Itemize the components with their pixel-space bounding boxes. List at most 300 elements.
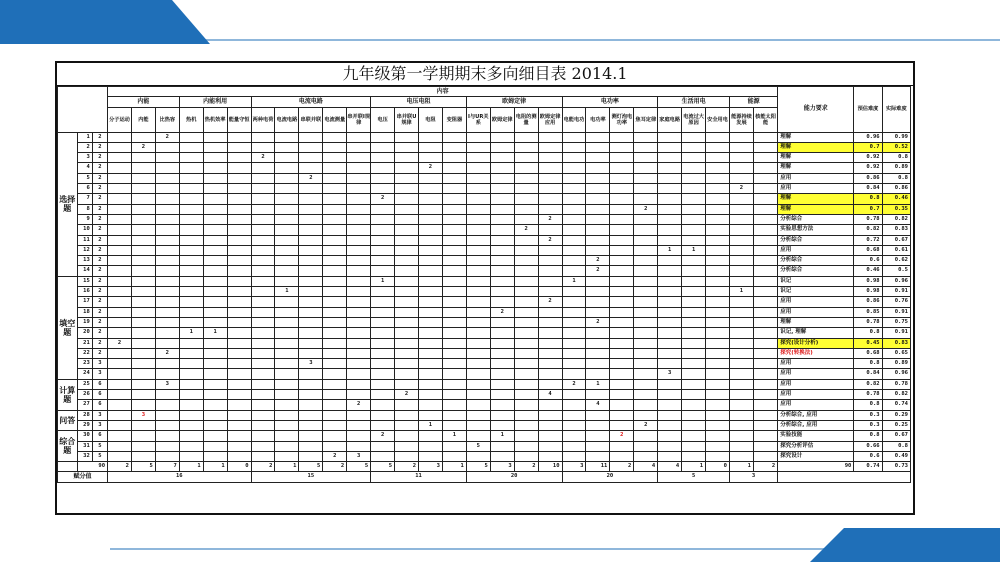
score-cell bbox=[155, 297, 179, 307]
score-cell bbox=[347, 307, 371, 317]
score-cell bbox=[514, 379, 538, 389]
score-cell bbox=[323, 184, 347, 194]
score-cell bbox=[490, 359, 514, 369]
actual-difficulty: 0.96 bbox=[882, 276, 910, 286]
score-cell bbox=[203, 235, 227, 245]
score-cell bbox=[251, 338, 275, 348]
score-cell bbox=[586, 184, 610, 194]
score-cell bbox=[586, 235, 610, 245]
score-cell bbox=[490, 163, 514, 173]
score-cell bbox=[514, 451, 538, 461]
score-cell bbox=[108, 204, 132, 214]
score-cell bbox=[490, 348, 514, 358]
score-cell bbox=[275, 245, 299, 255]
score-cell bbox=[514, 297, 538, 307]
score-cell bbox=[347, 132, 371, 142]
score-cell bbox=[299, 142, 323, 152]
score-cell bbox=[586, 348, 610, 358]
column-total: 2 bbox=[323, 462, 347, 472]
score-cell bbox=[706, 204, 730, 214]
score-cell bbox=[179, 297, 203, 307]
score-cell bbox=[155, 256, 179, 266]
score-cell bbox=[562, 390, 586, 400]
question-points: 2 bbox=[92, 338, 107, 348]
ability-requirement: 应用 bbox=[778, 390, 854, 400]
table-row bbox=[58, 420, 911, 430]
score-cell bbox=[634, 400, 658, 410]
score-cell bbox=[395, 266, 419, 276]
score-cell bbox=[275, 451, 299, 461]
score-cell bbox=[371, 441, 395, 451]
score-cell bbox=[562, 431, 586, 441]
column-total: 3 bbox=[562, 462, 586, 472]
score-cell bbox=[466, 307, 490, 317]
score-cell bbox=[442, 328, 466, 338]
score-cell bbox=[179, 245, 203, 255]
score-cell bbox=[729, 400, 753, 410]
score-cell bbox=[395, 256, 419, 266]
score-cell bbox=[562, 132, 586, 142]
question-number: 14 bbox=[77, 266, 92, 276]
actual-difficulty: 0.86 bbox=[882, 184, 910, 194]
subcolumn-header: I与UR关系 bbox=[466, 107, 490, 132]
score-cell bbox=[299, 163, 323, 173]
score-cell bbox=[538, 142, 562, 152]
score-cell bbox=[514, 214, 538, 224]
score-cell bbox=[682, 256, 706, 266]
distribution-value: 5 bbox=[658, 472, 730, 482]
score-cell bbox=[371, 400, 395, 410]
total-points: 90 bbox=[77, 462, 107, 472]
score-cell bbox=[562, 163, 586, 173]
score-cell bbox=[299, 348, 323, 358]
table-row bbox=[58, 173, 911, 183]
score-cell bbox=[371, 338, 395, 348]
score-cell bbox=[610, 214, 634, 224]
score-cell bbox=[658, 266, 682, 276]
score-cell bbox=[275, 379, 299, 389]
score-cell bbox=[562, 235, 586, 245]
question-points: 2 bbox=[92, 184, 107, 194]
score-cell bbox=[347, 214, 371, 224]
score-cell bbox=[490, 379, 514, 389]
score-cell bbox=[155, 235, 179, 245]
score-cell bbox=[347, 276, 371, 286]
score-cell bbox=[395, 307, 419, 317]
score-cell bbox=[538, 328, 562, 338]
ability-requirement: 分析综合 bbox=[778, 214, 854, 224]
score-cell bbox=[251, 317, 275, 327]
score-cell bbox=[227, 379, 251, 389]
question-points: 2 bbox=[92, 307, 107, 317]
score-cell bbox=[490, 390, 514, 400]
category-header: 内能利用 bbox=[179, 97, 251, 107]
score-cell bbox=[634, 451, 658, 461]
score-cell bbox=[490, 328, 514, 338]
score-cell bbox=[466, 390, 490, 400]
score-cell bbox=[490, 153, 514, 163]
ability-requirement: 探究(设计分析) bbox=[778, 338, 854, 348]
score-cell bbox=[203, 276, 227, 286]
score-cell bbox=[610, 142, 634, 152]
score-cell bbox=[275, 317, 299, 327]
score-cell bbox=[275, 390, 299, 400]
score-cell bbox=[753, 214, 777, 224]
question-number: 6 bbox=[77, 184, 92, 194]
score-cell bbox=[395, 163, 419, 173]
score-cell bbox=[634, 153, 658, 163]
score-cell bbox=[610, 441, 634, 451]
ability-requirement: 理解 bbox=[778, 142, 854, 152]
score-cell bbox=[251, 194, 275, 204]
score-cell bbox=[586, 214, 610, 224]
score-cell bbox=[610, 379, 634, 389]
score-cell bbox=[203, 266, 227, 276]
question-number: 27 bbox=[77, 400, 92, 410]
actual-difficulty: 0.75 bbox=[882, 317, 910, 327]
score-cell bbox=[179, 276, 203, 286]
score-cell: 1 bbox=[490, 431, 514, 441]
score-cell bbox=[227, 235, 251, 245]
score-cell bbox=[299, 276, 323, 286]
spec-table bbox=[57, 86, 911, 483]
score-cell bbox=[203, 245, 227, 255]
score-cell bbox=[682, 235, 706, 245]
score-cell bbox=[466, 266, 490, 276]
score-cell bbox=[562, 297, 586, 307]
header-row-content bbox=[58, 87, 911, 97]
score-cell bbox=[753, 317, 777, 327]
actual-difficulty: 0.78 bbox=[882, 379, 910, 389]
score-cell bbox=[275, 225, 299, 235]
score-cell bbox=[538, 266, 562, 276]
score-cell bbox=[371, 256, 395, 266]
score-cell bbox=[108, 317, 132, 327]
question-points: 3 bbox=[92, 359, 107, 369]
score-cell bbox=[155, 184, 179, 194]
score-cell bbox=[108, 287, 132, 297]
subcolumn-header: 电流电路 bbox=[275, 107, 299, 132]
score-cell bbox=[395, 194, 419, 204]
actual-difficulty: 0.74 bbox=[882, 400, 910, 410]
table-row bbox=[58, 348, 911, 358]
score-cell bbox=[419, 441, 443, 451]
score-cell bbox=[227, 441, 251, 451]
score-cell bbox=[706, 163, 730, 173]
score-cell bbox=[586, 390, 610, 400]
predicted-difficulty: 0.84 bbox=[854, 369, 882, 379]
actual-difficulty: 0.5 bbox=[882, 266, 910, 276]
score-cell bbox=[371, 359, 395, 369]
score-cell bbox=[275, 338, 299, 348]
score-cell bbox=[395, 235, 419, 245]
score-cell bbox=[395, 287, 419, 297]
score-cell bbox=[514, 142, 538, 152]
score-cell bbox=[323, 276, 347, 286]
score-cell bbox=[586, 369, 610, 379]
score-cell bbox=[131, 214, 155, 224]
score-cell bbox=[706, 245, 730, 255]
score-cell bbox=[395, 204, 419, 214]
score-cell bbox=[706, 276, 730, 286]
predicted-difficulty: 0.85 bbox=[854, 307, 882, 317]
score-cell bbox=[323, 348, 347, 358]
score-cell bbox=[729, 451, 753, 461]
score-cell bbox=[251, 348, 275, 358]
score-cell bbox=[179, 142, 203, 152]
score-cell: 3 bbox=[347, 451, 371, 461]
score-cell bbox=[538, 348, 562, 358]
score-cell bbox=[323, 441, 347, 451]
score-cell bbox=[299, 297, 323, 307]
score-cell bbox=[490, 400, 514, 410]
score-cell bbox=[490, 338, 514, 348]
score-cell bbox=[562, 441, 586, 451]
actual-difficulty: 0.61 bbox=[882, 245, 910, 255]
column-total: 10 bbox=[538, 462, 562, 472]
score-cell bbox=[347, 297, 371, 307]
score-cell bbox=[753, 184, 777, 194]
score-cell bbox=[179, 307, 203, 317]
score-cell bbox=[131, 204, 155, 214]
score-cell bbox=[203, 132, 227, 142]
score-cell bbox=[371, 307, 395, 317]
score-cell bbox=[155, 317, 179, 327]
score-cell bbox=[371, 132, 395, 142]
ability-requirement: 理解 bbox=[778, 163, 854, 173]
question-points: 6 bbox=[92, 400, 107, 410]
score-cell bbox=[131, 400, 155, 410]
question-number: 9 bbox=[77, 214, 92, 224]
score-cell bbox=[371, 328, 395, 338]
score-cell bbox=[179, 194, 203, 204]
score-cell bbox=[179, 390, 203, 400]
score-cell bbox=[466, 214, 490, 224]
score-cell bbox=[634, 441, 658, 451]
score-cell bbox=[323, 328, 347, 338]
score-cell bbox=[179, 348, 203, 358]
score-cell bbox=[395, 173, 419, 183]
question-points: 2 bbox=[92, 235, 107, 245]
score-cell bbox=[108, 266, 132, 276]
score-cell bbox=[251, 441, 275, 451]
score-cell bbox=[347, 348, 371, 358]
score-cell bbox=[610, 245, 634, 255]
score-cell: 2 bbox=[538, 235, 562, 245]
score-cell bbox=[586, 204, 610, 214]
score-cell bbox=[419, 348, 443, 358]
ability-requirement: 应用 bbox=[778, 184, 854, 194]
predicted-difficulty: 0.7 bbox=[854, 204, 882, 214]
score-cell bbox=[729, 163, 753, 173]
score-cell bbox=[682, 297, 706, 307]
category-header: 能源 bbox=[729, 97, 777, 107]
score-cell bbox=[442, 410, 466, 420]
score-cell bbox=[466, 163, 490, 173]
actual-difficulty: 0.91 bbox=[882, 287, 910, 297]
score-cell bbox=[466, 379, 490, 389]
score-cell bbox=[299, 317, 323, 327]
score-cell bbox=[466, 369, 490, 379]
predicted-difficulty: 0.46 bbox=[854, 266, 882, 276]
question-number: 11 bbox=[77, 235, 92, 245]
score-cell bbox=[419, 225, 443, 235]
column-total: 5 bbox=[371, 462, 395, 472]
distribution-value: 3 bbox=[729, 472, 777, 482]
score-cell bbox=[131, 451, 155, 461]
score-cell bbox=[514, 173, 538, 183]
table-row bbox=[58, 266, 911, 276]
score-cell bbox=[299, 451, 323, 461]
score-cell bbox=[490, 266, 514, 276]
total-actual: 0.73 bbox=[882, 462, 910, 472]
score-cell bbox=[586, 142, 610, 152]
score-cell bbox=[347, 184, 371, 194]
predicted-difficulty: 0.92 bbox=[854, 153, 882, 163]
score-cell bbox=[538, 173, 562, 183]
question-points: 2 bbox=[92, 348, 107, 358]
score-cell bbox=[227, 204, 251, 214]
score-cell bbox=[562, 348, 586, 358]
score-cell bbox=[347, 328, 371, 338]
score-cell bbox=[658, 184, 682, 194]
predicted-difficulty: 0.6 bbox=[854, 256, 882, 266]
score-cell bbox=[729, 225, 753, 235]
score-cell bbox=[347, 338, 371, 348]
actual-difficulty: 0.46 bbox=[882, 194, 910, 204]
score-cell bbox=[108, 369, 132, 379]
subcolumn-header: 能量守恒 bbox=[227, 107, 251, 132]
score-cell bbox=[371, 379, 395, 389]
score-cell bbox=[323, 307, 347, 317]
score-cell bbox=[562, 194, 586, 204]
table-row bbox=[58, 359, 911, 369]
score-cell bbox=[658, 431, 682, 441]
score-cell bbox=[251, 307, 275, 317]
table-row bbox=[58, 256, 911, 266]
score-cell bbox=[442, 390, 466, 400]
score-cell bbox=[395, 153, 419, 163]
score-cell bbox=[753, 390, 777, 400]
score-cell bbox=[610, 163, 634, 173]
ability-requirement: 理解 bbox=[778, 317, 854, 327]
score-cell bbox=[371, 369, 395, 379]
question-points: 2 bbox=[92, 194, 107, 204]
question-number: 2 bbox=[77, 142, 92, 152]
total-pred: 0.74 bbox=[854, 462, 882, 472]
score-cell bbox=[442, 369, 466, 379]
score-cell bbox=[490, 184, 514, 194]
score-cell: 1 bbox=[275, 287, 299, 297]
score-cell bbox=[658, 142, 682, 152]
score-cell bbox=[155, 307, 179, 317]
score-cell bbox=[131, 225, 155, 235]
score-cell bbox=[706, 410, 730, 420]
score-cell bbox=[275, 235, 299, 245]
score-cell bbox=[179, 317, 203, 327]
score-cell bbox=[634, 256, 658, 266]
score-cell bbox=[610, 204, 634, 214]
score-cell bbox=[706, 214, 730, 224]
question-number: 16 bbox=[77, 287, 92, 297]
score-cell bbox=[442, 266, 466, 276]
category-header: 内能 bbox=[108, 97, 180, 107]
score-cell bbox=[299, 184, 323, 194]
score-cell bbox=[658, 338, 682, 348]
score-cell: 3 bbox=[299, 359, 323, 369]
score-cell bbox=[131, 420, 155, 430]
question-number: 3 bbox=[77, 153, 92, 163]
score-cell bbox=[610, 276, 634, 286]
question-number: 19 bbox=[77, 317, 92, 327]
actual-difficulty: 0.29 bbox=[882, 410, 910, 420]
score-cell bbox=[203, 163, 227, 173]
score-cell bbox=[538, 338, 562, 348]
score-cell bbox=[562, 420, 586, 430]
score-cell bbox=[347, 225, 371, 235]
subcolumn-header: 热机 bbox=[179, 107, 203, 132]
score-cell bbox=[108, 420, 132, 430]
score-cell bbox=[442, 379, 466, 389]
predicted-difficulty: 0.8 bbox=[854, 194, 882, 204]
score-cell bbox=[753, 359, 777, 369]
score-cell bbox=[490, 297, 514, 307]
subcolumn-header: 内能 bbox=[131, 107, 155, 132]
score-cell bbox=[682, 225, 706, 235]
score-cell bbox=[682, 410, 706, 420]
score-cell bbox=[706, 379, 730, 389]
total-ability: 90 bbox=[778, 462, 854, 472]
score-cell bbox=[371, 173, 395, 183]
score-cell bbox=[131, 441, 155, 451]
score-cell bbox=[203, 379, 227, 389]
score-cell bbox=[179, 441, 203, 451]
score-cell: 1 bbox=[729, 287, 753, 297]
score-cell bbox=[227, 410, 251, 420]
score-cell bbox=[179, 379, 203, 389]
score-cell bbox=[203, 297, 227, 307]
score-cell bbox=[706, 441, 730, 451]
predicted-difficulty: 0.7 bbox=[854, 142, 882, 152]
score-cell bbox=[419, 359, 443, 369]
top-rule bbox=[200, 39, 1000, 41]
score-cell bbox=[729, 214, 753, 224]
score-cell bbox=[634, 287, 658, 297]
score-cell bbox=[729, 338, 753, 348]
score-cell bbox=[586, 173, 610, 183]
score-cell bbox=[275, 153, 299, 163]
question-points: 2 bbox=[92, 163, 107, 173]
score-cell: 1 bbox=[586, 379, 610, 389]
score-cell bbox=[634, 163, 658, 173]
score-cell bbox=[251, 132, 275, 142]
predicted-difficulty: 0.8 bbox=[854, 359, 882, 369]
predicted-difficulty: 0.6 bbox=[854, 451, 882, 461]
table-row bbox=[58, 431, 911, 441]
score-cell bbox=[227, 420, 251, 430]
score-cell bbox=[682, 163, 706, 173]
score-cell bbox=[682, 317, 706, 327]
score-cell bbox=[108, 297, 132, 307]
score-cell bbox=[610, 328, 634, 338]
score-cell bbox=[658, 235, 682, 245]
score-cell bbox=[251, 410, 275, 420]
actual-difficulty: 0.65 bbox=[882, 348, 910, 358]
score-cell bbox=[634, 276, 658, 286]
score-cell bbox=[466, 173, 490, 183]
score-cell bbox=[371, 287, 395, 297]
score-cell bbox=[299, 287, 323, 297]
